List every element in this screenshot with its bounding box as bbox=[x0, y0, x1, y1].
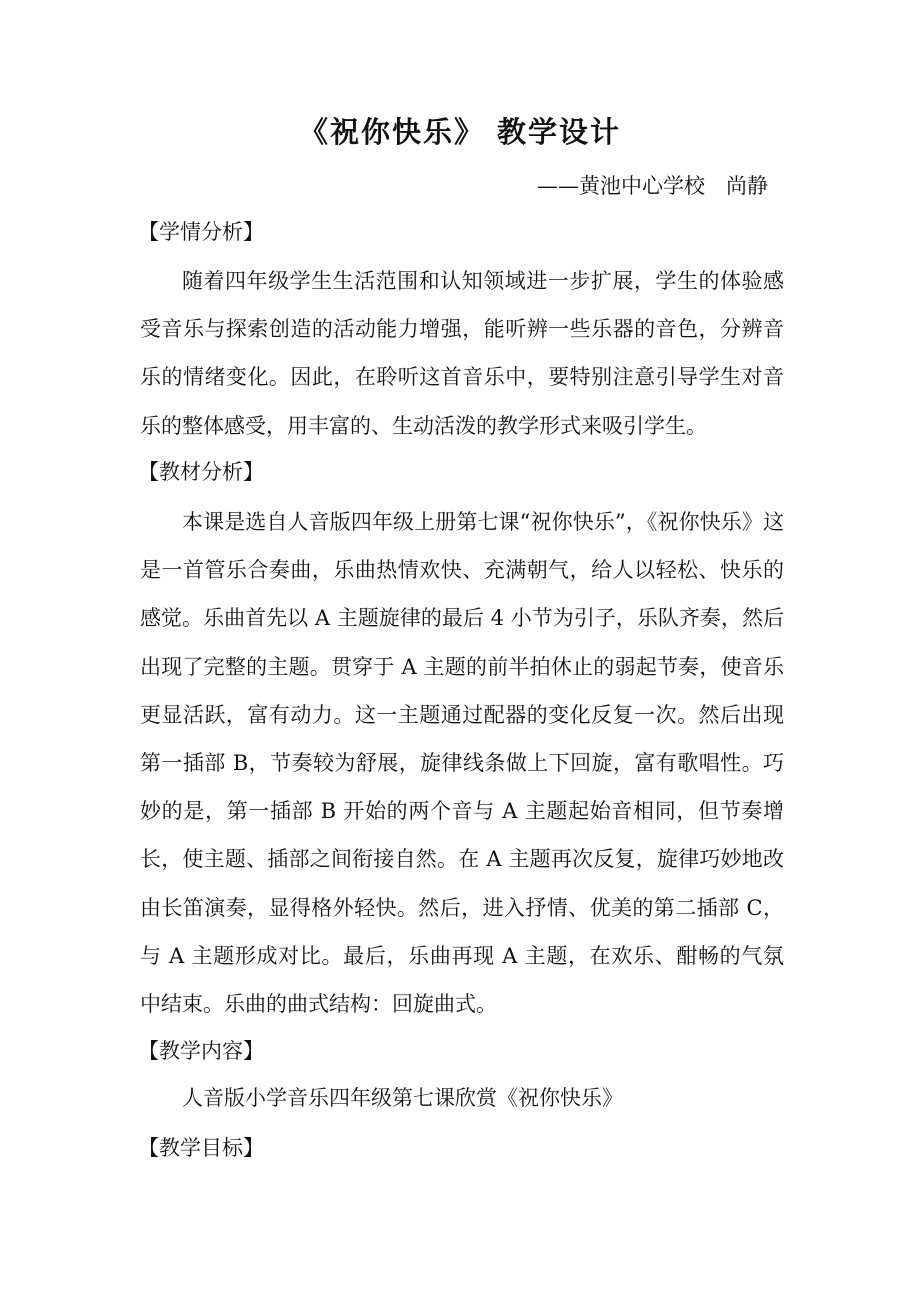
author-line: ——黄池中心学校 尚静 bbox=[537, 174, 768, 198]
section-heading-teaching-objectives: 【教学目标】 bbox=[138, 1136, 264, 1160]
document-title: 《祝你快乐》 教学设计 bbox=[298, 115, 622, 149]
section-heading-teaching-content: 【教学内容】 bbox=[138, 1039, 264, 1063]
section-body-teaching-content: 人音版小学音乐四年级第七课欣赏《祝你快乐》 bbox=[182, 1086, 623, 1110]
section-heading-student-analysis: 【学情分析】 bbox=[138, 220, 264, 244]
section-body-student-analysis: 随着四年级学生生活范围和认知领域进一步扩展，学生的体验感受音乐与探索创造的活动能力增强，能听辨一些乐器的音色，分辨音乐的情绪变化。因此，在聆听这首音乐中，要特别注意引导学生对音乐的整体感受，用丰富的、生动活泼的教学形式来吸引学生。 bbox=[140, 269, 784, 438]
section-heading-material-analysis: 【教材分析】 bbox=[138, 460, 264, 484]
section-body-material-analysis: 本课是选自人音版四年级上册第七课“祝你快乐”，《祝你快乐》这是一首管乐合奏曲，乐曲热情欢快、充满朝气，给人以轻松、快乐的感觉。乐曲首先以 A 主题旋律的最后 4 小节为引子，乐队齐奏，然后出现了完整的主题。贯穿于 A 主题的前半拍休止的弱起节奏，使音乐更显活跃，富有动力。这一主题通过配器的变化反复一次。然后出现第一插部 B，节奏较为舒展，旋律线条做上下回旋，富有歌唱性。巧妙的是，第一插部 B 开始的两个音与 A 主题起始音相同，但节奏增长，使主题、插部之间衔接自然。在 A 主题再次反复，旋律巧妙地改由长笛演奏，显得格外轻快。然后，进入抒情、优美的第二插部 C，与 A 主题形成对比。最后，乐曲再现 A 主题，在欢乐、酣畅的气氛中结束。乐曲的曲式结构：回旋曲式。 bbox=[140, 510, 784, 1017]
